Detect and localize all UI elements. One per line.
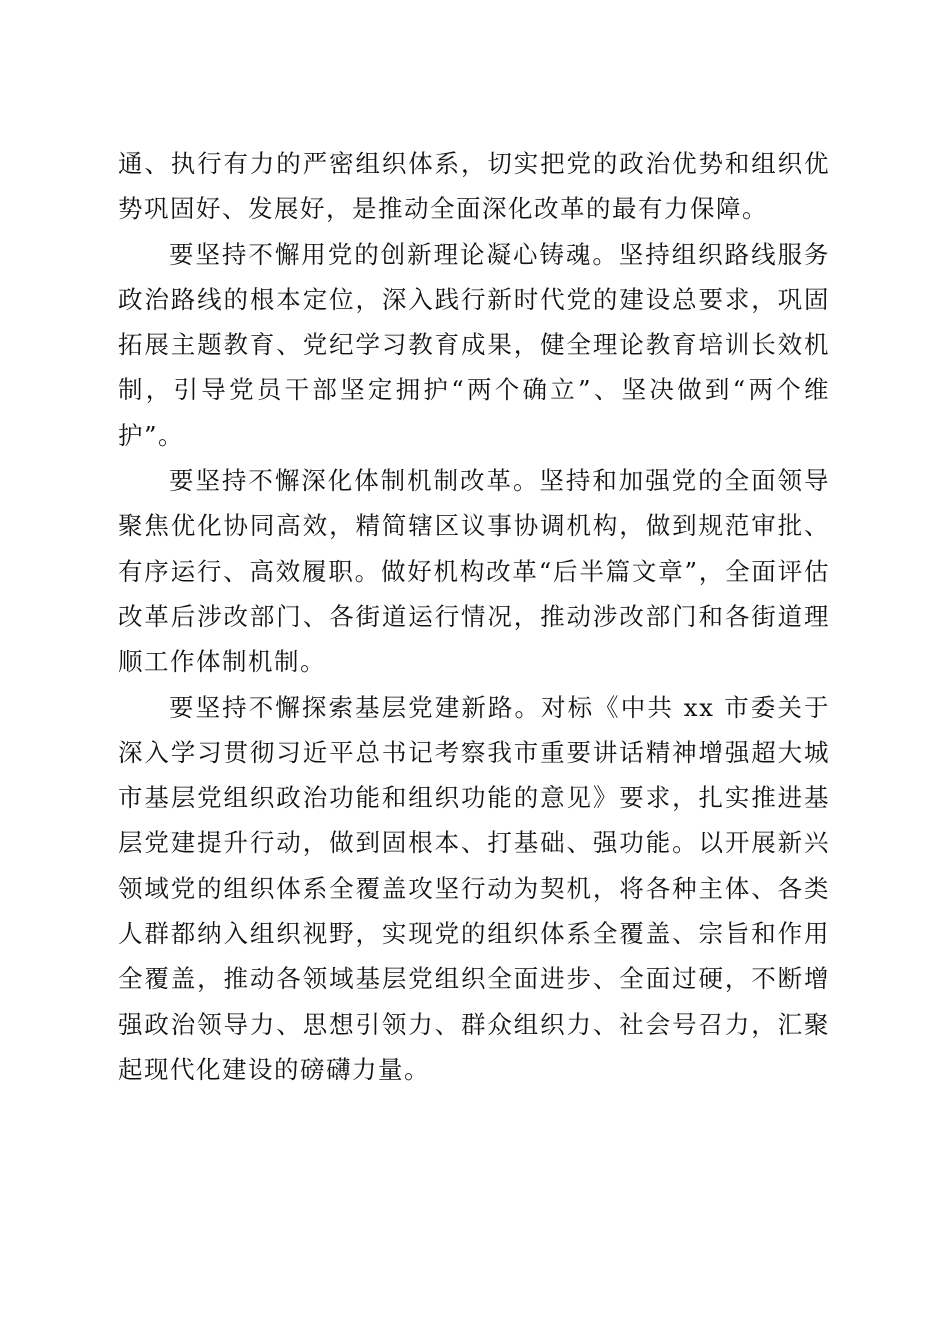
document-body — [118, 141, 830, 1092]
paragraph-theory: 要坚持不懈用党的创新理论凝心铸魂。坚持组织路线服务政治路线的根本定位，深入践行新时代党的建设总要求，巩固拓展主题教育、党纪学习教育成果，健全理论教育培训长效机制，引导党员干部坚定拥护“两个确立”、坚决做到“两个维护”。 — [118, 239, 830, 450]
paragraph-grassroots: 要坚持不懈探索基层党建新路。对标《中共 xx 市委关于深入学习贯彻习近平总书记考察我市重要讲话精神增强超大城市基层党组织政治功能和组织功能的意见》要求，扎实推进基层党建提升行动，做到固根本、打基础、强功能。以开展新兴领域党的组织体系全覆盖攻坚行动为契机，将各种主体、各类人群都纳入组织视野，实现党的组织体系全覆盖、宗旨和作用全覆盖，推动各领域基层党组织全面进步、全面过硬，不断增强政治领导力、思想引领力、群众组织力、社会号召力，汇聚起现代化建设的磅礴力量。 — [118, 692, 830, 1084]
paragraph-reform: 要坚持不懈深化体制机制改革。坚持和加强党的全面领导聚焦优化协同高效，精简辖区议事协调机构，做到规范审批、有序运行、高效履职。做好机构改革“后半篇文章”，全面评估改革后涉改部门、各街道运行情况，推动涉改部门和各街道理顺工作体制机制。 — [118, 466, 830, 677]
paragraph-continuation: 通、执行有力的严密组织体系，切实把党的政治优势和组织优势巩固好、发展好，是推动全面深化改革的最有力保障。 — [118, 149, 830, 224]
